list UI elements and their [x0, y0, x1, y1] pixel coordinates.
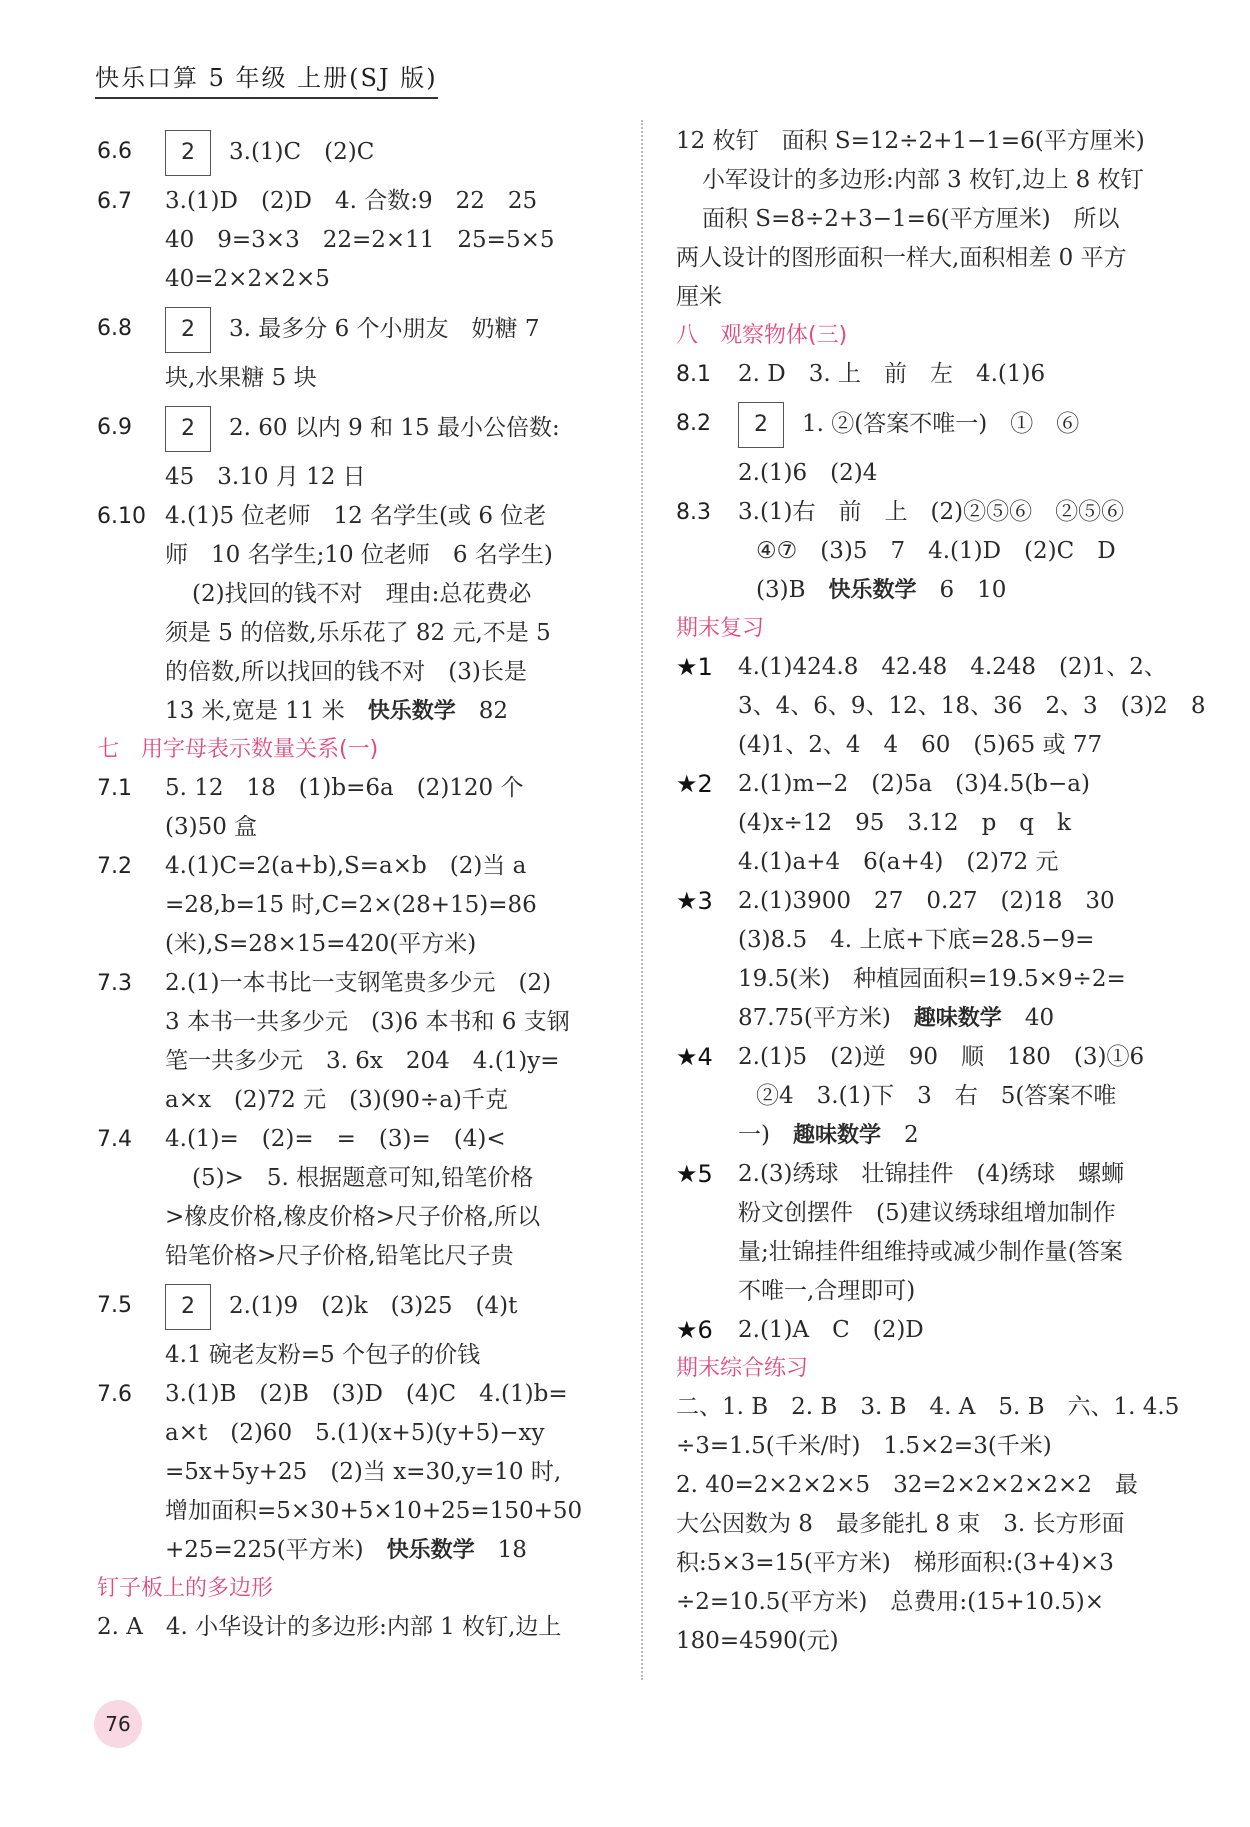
answer-box: 2	[738, 402, 784, 448]
section-title-final-practice: 期末综合练习	[676, 1356, 809, 1381]
answer-text: 铅笔价格>尺子价格,铅笔比尺子贵	[165, 1243, 514, 1269]
star-item-number: ★2	[676, 770, 713, 798]
item-number: 6.6	[97, 139, 132, 164]
section-title-nail-board: 钉子板上的多边形	[97, 1576, 274, 1601]
left-column	[97, 122, 617, 1647]
answer-text: 3. 最多分 6 个小朋友 奶糖 7	[229, 316, 540, 342]
star-item-number: ★6	[676, 1316, 713, 1344]
answer-text: 大公因数为 8 最多能扎 8 束 3. 长方形面	[676, 1511, 1125, 1537]
answer-text: (3)B	[756, 577, 829, 603]
fun-math-label: 快乐数学	[828, 578, 917, 603]
review-5	[676, 1155, 1191, 1311]
star-item-number: ★3	[676, 887, 713, 915]
answer-text: 3.(1)D (2)D 4. 合数:9 22 25	[165, 188, 538, 214]
item-number: 8.1	[676, 362, 711, 387]
answer-text: 1. ②(答案不唯一) ① ⑥	[802, 411, 1080, 437]
answer-text: 2. 60 以内 9 和 15 最小公倍数:	[229, 415, 560, 441]
answer-7-6	[97, 1375, 617, 1570]
answer-7-3	[97, 964, 617, 1120]
answer-text: 4.(1)= (2)= = (3)= (4)<	[165, 1126, 506, 1152]
answer-text: (2)找回的钱不对 理由:总花费必	[192, 581, 532, 607]
answer-text: 3.(1)B (2)B (3)D (4)C 4.(1)b=	[165, 1381, 568, 1407]
answer-text: 40	[1001, 1005, 1055, 1031]
answer-text: 6 10	[916, 577, 1007, 603]
answer-text: +25=225(平方米)	[165, 1537, 387, 1563]
answer-text: 5. 12 18 (1)b=6a (2)120 个	[165, 775, 524, 801]
review-6	[676, 1311, 1191, 1350]
answer-text: 2.(3)绣球 壮锦挂件 (4)绣球 螺蛳	[738, 1161, 1125, 1187]
answer-text: a×x (2)72 元 (3)(90÷a)千克	[165, 1087, 508, 1113]
fun-math-label: 快乐数学	[386, 1538, 475, 1563]
answer-text: 2.(1)A C (2)D	[738, 1317, 924, 1343]
column-divider	[641, 120, 643, 1680]
answer-text: 12 枚钉 面积 S=12÷2+1−1=6(平方厘米)	[676, 128, 1145, 154]
review-2	[676, 765, 1191, 882]
answer-8-3	[676, 493, 1191, 610]
answer-text: (3)50 盒	[165, 814, 258, 840]
answer-text: 18	[474, 1537, 527, 1563]
answer-text: (4)x÷12 95 3.12 p q k	[738, 810, 1071, 836]
answer-8-1	[676, 355, 1191, 394]
item-number: 7.2	[97, 854, 132, 879]
answer-box: 2	[165, 406, 211, 452]
answer-text: 2	[881, 1122, 919, 1148]
answer-text: 师 10 名学生;10 位老师 6 名学生)	[165, 542, 553, 568]
item-number: 7.1	[97, 776, 132, 801]
answer-text: (4)1、2、4 4 60 (5)65 或 77	[738, 732, 1103, 758]
answer-text: (米),S=28×15=420(平方米)	[165, 931, 477, 957]
answer-text: 3.(1)C (2)C	[229, 139, 375, 165]
answer-text: 不唯一,合理即可)	[738, 1278, 916, 1304]
answer-text: 19.5(米) 种植园面积=19.5×9÷2=	[738, 966, 1126, 992]
star-item-number: ★5	[676, 1160, 713, 1188]
fun-math-label: 趣味数学	[792, 1123, 881, 1148]
answer-text: 一)	[738, 1122, 793, 1148]
answer-text: 量;壮锦挂件组维持或减少制作量(答案	[738, 1239, 1123, 1265]
answer-text: 2. A 4. 小华设计的多边形:内部 1 枚钉,边上	[97, 1614, 562, 1640]
answer-text: 180=4590(元)	[676, 1628, 839, 1654]
answer-text: >橡皮价格,橡皮价格>尺子价格,所以	[165, 1204, 541, 1230]
answer-text: 2.(1)9 (2)k (3)25 (4)t	[229, 1293, 518, 1319]
item-number: 8.3	[676, 500, 711, 525]
answer-text: 面积 S=8÷2+3−1=6(平方厘米) 所以	[702, 206, 1120, 232]
fun-math-label: 快乐数学	[367, 699, 456, 724]
nail-board-continued	[676, 122, 1191, 317]
answer-text: 4.(1)424.8 42.48 4.248 (2)1、2、	[738, 654, 1167, 680]
final-practice-answers	[676, 1388, 1191, 1661]
answer-text: 二、1. B 2. B 3. B 4. A 5. B 六、1. 4.5	[676, 1394, 1180, 1420]
star-item-number: ★4	[676, 1043, 713, 1071]
answer-text: 4.(1)C=2(a+b),S=a×b (2)当 a	[165, 853, 527, 879]
answer-text: 45 3.10 月 12 日	[165, 464, 366, 490]
answer-box: 2	[165, 130, 211, 176]
item-number: 6.10	[97, 504, 146, 529]
answer-text: 粉文创摆件 (5)建议绣球组增加制作	[738, 1200, 1116, 1226]
answer-text: 40=2×2×2×5	[165, 266, 330, 292]
section-title-8: 八 观察物体(三)	[676, 323, 848, 348]
answer-text: 4.(1)5 位老师 12 名学生(或 6 位老	[165, 503, 547, 529]
answer-text: 积:5×3=15(平方米) 梯形面积:(3+4)×3	[676, 1550, 1114, 1576]
star-item-number: ★1	[676, 653, 713, 681]
item-number: 6.7	[97, 189, 132, 214]
answer-text: 3 本书一共多少元 (3)6 本书和 6 支钢	[165, 1009, 570, 1035]
answer-8-2	[676, 394, 1191, 493]
answer-7-2	[97, 847, 617, 964]
answer-text: ④⑦ (3)5 7 4.(1)D (2)C D	[756, 538, 1116, 564]
answer-6-6	[97, 122, 617, 182]
section-title-7: 七 用字母表示数量关系(一)	[97, 737, 379, 762]
answer-text: 2.(1)5 (2)逆 90 顺 180 (3)①6	[738, 1044, 1145, 1070]
section-title-final-review: 期末复习	[676, 616, 765, 641]
answer-text: 须是 5 的倍数,乐乐花了 82 元,不是 5	[165, 620, 551, 646]
fun-math-label: 趣味数学	[913, 1006, 1002, 1031]
answer-6-9	[97, 398, 617, 497]
answer-6-10	[97, 497, 617, 731]
answer-text: 增加面积=5×30+5×10+25=150+50	[165, 1498, 583, 1524]
answer-text: 2.(1)6 (2)4	[738, 460, 878, 486]
answer-text: 两人设计的图形面积一样大,面积相差 0 平方	[676, 245, 1127, 271]
answer-text: 4.(1)a+4 6(a+4) (2)72 元	[738, 849, 1059, 875]
answer-6-7	[97, 182, 617, 299]
answer-text: (5)> 5. 根据题意可知,铅笔价格	[192, 1165, 534, 1191]
page-number: 76	[94, 1700, 142, 1748]
answer-text: 块,水果糖 5 块	[165, 365, 317, 391]
answer-text: 2. D 3. 上 前 左 4.(1)6	[738, 361, 1046, 387]
review-3	[676, 882, 1191, 1038]
answer-box: 2	[165, 1284, 211, 1330]
answer-text: ÷3=1.5(千米/时) 1.5×2=3(千米)	[676, 1433, 1052, 1459]
answer-text: 82	[455, 698, 509, 724]
right-column	[676, 122, 1206, 1661]
review-4	[676, 1038, 1191, 1155]
answer-text: 2.(1)一本书比一支钢笔贵多少元 (2)	[165, 970, 552, 996]
item-number: 7.3	[97, 971, 132, 996]
answer-6-8	[97, 299, 617, 398]
item-number: 7.4	[97, 1127, 132, 1152]
answer-text: 4.1 碗老友粉=5 个包子的价钱	[165, 1342, 481, 1368]
answer-text: 87.75(平方米)	[738, 1005, 914, 1031]
answer-text: 2.(1)m−2 (2)5a (3)4.5(b−a)	[738, 771, 1090, 797]
answer-text: =5x+5y+25 (2)当 x=30,y=10 时,	[165, 1459, 562, 1485]
answer-text: 厘米	[676, 284, 722, 310]
page-header: 快乐口算 5 年级 上册(SJ 版)	[95, 58, 438, 99]
answer-text: 3、4、6、9、12、18、36 2、3 (3)2 8	[738, 693, 1206, 719]
answer-text: 40 9=3×3 22=2×11 25=5×5	[165, 227, 555, 253]
answer-box: 2	[165, 307, 211, 353]
answer-7-1	[97, 769, 617, 847]
answer-text: ÷2=10.5(平方米) 总费用:(15+10.5)×	[676, 1589, 1105, 1615]
item-number: 6.8	[97, 316, 132, 341]
answer-text: 2. 40=2×2×2×5 32=2×2×2×2×2 最	[676, 1472, 1138, 1498]
answer-text: 13 米,宽是 11 米	[165, 698, 368, 724]
review-1	[676, 648, 1206, 765]
answer-7-4	[97, 1120, 617, 1276]
answer-text: 小军设计的多边形:内部 3 枚钉,边上 8 枚钉	[702, 167, 1144, 193]
item-number: 8.2	[676, 411, 711, 436]
item-number: 7.6	[97, 1382, 132, 1407]
answer-text: 笔一共多少元 3. 6x 204 4.(1)y=	[165, 1048, 560, 1074]
answer-text: =28,b=15 时,C=2×(28+15)=86	[165, 892, 537, 918]
answer-text: ②4 3.(1)下 3 右 5(答案不唯	[756, 1083, 1117, 1109]
answer-text: 的倍数,所以找回的钱不对 (3)长是	[165, 659, 527, 685]
answer-text: (3)8.5 4. 上底+下底=28.5−9=	[738, 927, 1095, 953]
item-number: 6.9	[97, 415, 132, 440]
answer-text: 3.(1)右 前 上 (2)②⑤⑥ ②⑤⑥	[738, 499, 1125, 525]
answer-text: 2.(1)3900 27 0.27 (2)18 30	[738, 888, 1115, 914]
answer-7-5	[97, 1276, 617, 1375]
item-number: 7.5	[97, 1293, 132, 1318]
answer-text: a×t (2)60 5.(1)(x+5)(y+5)−xy	[165, 1420, 545, 1446]
